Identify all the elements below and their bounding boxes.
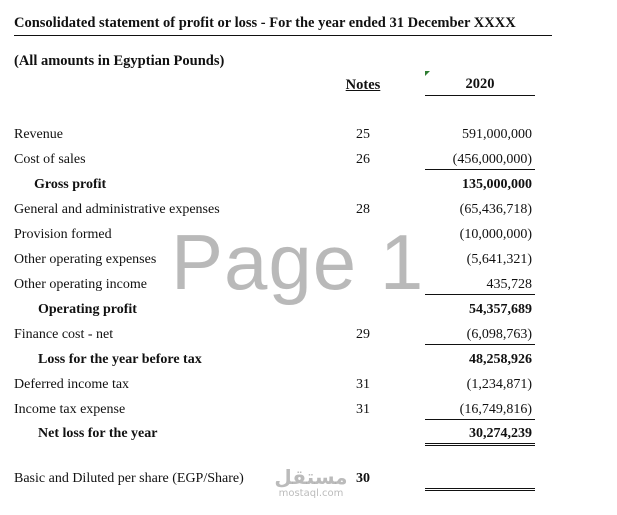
currency-note: (All amounts in Egyptian Pounds) [14, 53, 225, 69]
page-watermark: Page 1 [171, 218, 425, 306]
row-net-loss [0, 426, 617, 448]
row-note: 25 [356, 127, 370, 142]
notes-column-header: Notes [345, 77, 381, 93]
row-label: Finance cost - net [14, 327, 114, 342]
row-note: 28 [356, 202, 370, 217]
row-amount: (6,098,763) [425, 327, 535, 345]
row-label: Basic and Diluted per share (EGP/Share) [14, 471, 244, 486]
row-label: Income tax expense [14, 402, 126, 417]
row-label: General and administrative expenses [14, 202, 220, 217]
row-label: Other operating expenses [14, 252, 157, 267]
row-income-tax-expense [0, 402, 617, 424]
row-note: 26 [356, 152, 370, 167]
statement-title: Consolidated statement of profit or loss - For the year ended 31 December XXXX [14, 15, 552, 36]
row-amount: (5,641,321) [466, 252, 532, 267]
row-revenue [0, 127, 617, 149]
eps-double-underline [425, 488, 535, 491]
row-amount: 135,000,000 [462, 177, 532, 192]
row-label: Loss for the year before tax [38, 352, 202, 367]
row-label: Provision formed [14, 227, 112, 242]
row-note: 31 [356, 377, 370, 392]
row-note: 29 [356, 327, 370, 342]
row-amount: 30,274,239 [425, 426, 535, 446]
row-amount: (16,749,816) [425, 402, 535, 420]
row-cost-of-sales [0, 152, 617, 174]
year-column-header: 2020 [425, 76, 535, 96]
row-label: Operating profit [38, 302, 137, 317]
row-label: Net loss for the year [38, 426, 158, 441]
mostaql-logo [266, 466, 356, 506]
row-amount: (10,000,000) [459, 227, 532, 242]
row-label: Other operating income [14, 277, 147, 292]
logo-arabic-text: مستقل [274, 465, 348, 489]
row-amount: (65,436,718) [459, 202, 532, 217]
logo-latin-text: mostaql.com [278, 488, 344, 499]
row-finance-cost [0, 327, 617, 349]
row-loss-before-tax [0, 352, 617, 374]
row-label: Deferred income tax [14, 377, 130, 392]
row-amount: (1,234,871) [466, 377, 532, 392]
row-label: Revenue [14, 127, 63, 142]
row-note: 31 [356, 402, 370, 417]
row-amount: 48,258,926 [469, 352, 532, 367]
row-deferred-income-tax [0, 377, 617, 399]
row-note: 30 [356, 471, 370, 486]
row-label: Cost of sales [14, 152, 86, 167]
row-amount: 435,728 [425, 277, 535, 295]
row-label: Gross profit [34, 177, 107, 192]
row-amount: (456,000,000) [425, 152, 535, 170]
row-amount: 591,000,000 [462, 127, 532, 142]
row-amount: 54,357,689 [469, 302, 532, 317]
row-gross-profit [0, 177, 617, 199]
